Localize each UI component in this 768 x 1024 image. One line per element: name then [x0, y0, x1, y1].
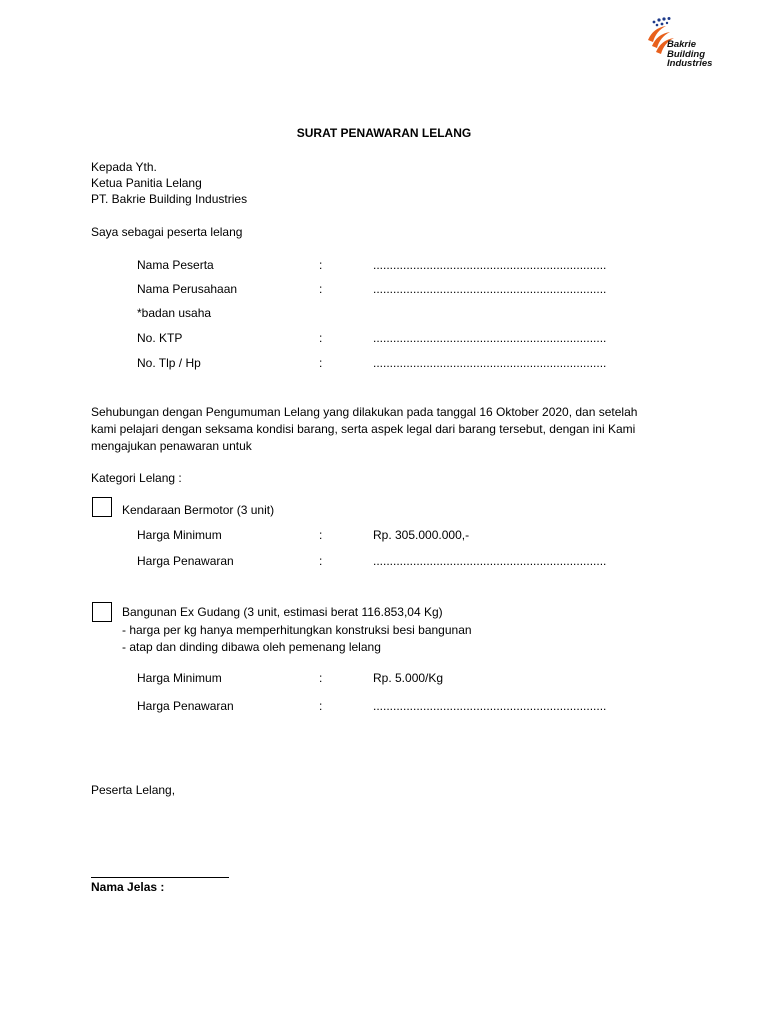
logo-line-1: Bakrie — [667, 39, 697, 50]
field-label-no-tlp: No. Tlp / Hp — [137, 356, 201, 370]
field-colon: : — [319, 554, 323, 568]
field-value-nama-perusahaan: ...................................................................... — [373, 282, 607, 296]
checkbox-kendaraan-bermotor[interactable] — [92, 497, 112, 517]
field-colon: : — [319, 699, 323, 713]
company-logo — [644, 16, 734, 78]
logo-line-2: Building — [667, 48, 705, 60]
category-1-offer-label: Harga Penawaran — [137, 554, 234, 568]
category-2-title: Bangunan Ex Gudang (3 unit, estimasi berat 116.853,04 Kg) — [122, 605, 443, 619]
field-colon: : — [319, 258, 323, 272]
category-2-min-value: Rp. 5.000/Kg — [373, 671, 444, 685]
field-label-no-ktp: No. KTP — [137, 331, 183, 345]
category-2-note-1: - harga per kg hanya memperhitungkan konstruksi besi bangunan — [122, 623, 472, 637]
field-label-badan-usaha: *badan usaha — [137, 306, 212, 320]
category-2-offer-label: Harga Penawaran — [137, 699, 234, 713]
category-1-min-value: Rp. 305.000.000,- — [373, 528, 470, 542]
field-colon: : — [319, 356, 323, 370]
logo-line-3: Industries — [667, 58, 713, 69]
field-label-nama-peserta: Nama Peserta — [137, 258, 214, 272]
field-colon: : — [319, 282, 323, 296]
document-title: SURAT PENAWARAN LELANG — [296, 126, 472, 140]
recipient-line-1: Kepada Yth. — [91, 160, 157, 174]
category-1-offer-value: ...................................................................... — [373, 554, 607, 568]
field-colon: : — [319, 331, 323, 345]
signature-closing: Peserta Lelang, — [91, 783, 176, 797]
category-1-min-label: Harga Minimum — [137, 528, 222, 542]
field-value-no-ktp: ...................................................................... — [373, 331, 607, 345]
checkbox-bangunan-ex-gudang[interactable] — [92, 602, 112, 622]
paragraph-line-1: Sehubungan dengan Pengumuman Lelang yang dilakukan pada tanggal 16 Oktober 2020, dan setelah — [91, 405, 638, 419]
recipient-line-2: Ketua Panitia Lelang — [91, 176, 202, 190]
category-heading: Kategori Lelang : — [91, 471, 182, 485]
category-2-min-label: Harga Minimum — [137, 671, 222, 685]
field-colon: : — [319, 671, 323, 685]
category-1-title: Kendaraan Bermotor (3 unit) — [122, 503, 275, 517]
logo-text — [667, 40, 712, 69]
signature-line — [91, 877, 229, 878]
field-value-nama-peserta: ...................................................................... — [373, 258, 607, 272]
field-colon: : — [319, 528, 323, 542]
paragraph-line-2: kami pelajari dengan seksama kondisi barang, serta aspek legal dari barang tersebut, dengan ini Kami — [91, 422, 636, 436]
signature-name-label: Nama Jelas : — [91, 880, 165, 894]
field-label-nama-perusahaan: Nama Perusahaan — [137, 282, 238, 296]
category-2-offer-value: ...................................................................... — [373, 699, 607, 713]
field-value-no-tlp: ...................................................................... — [373, 356, 607, 370]
paragraph-line-3: mengajukan penawaran untuk — [91, 439, 252, 453]
category-2-note-2: - atap dan dinding dibawa oleh pemenang lelang — [122, 640, 381, 654]
intro-text: Saya sebagai peserta lelang — [91, 225, 243, 239]
recipient-line-3: PT. Bakrie Building Industries — [91, 192, 248, 206]
